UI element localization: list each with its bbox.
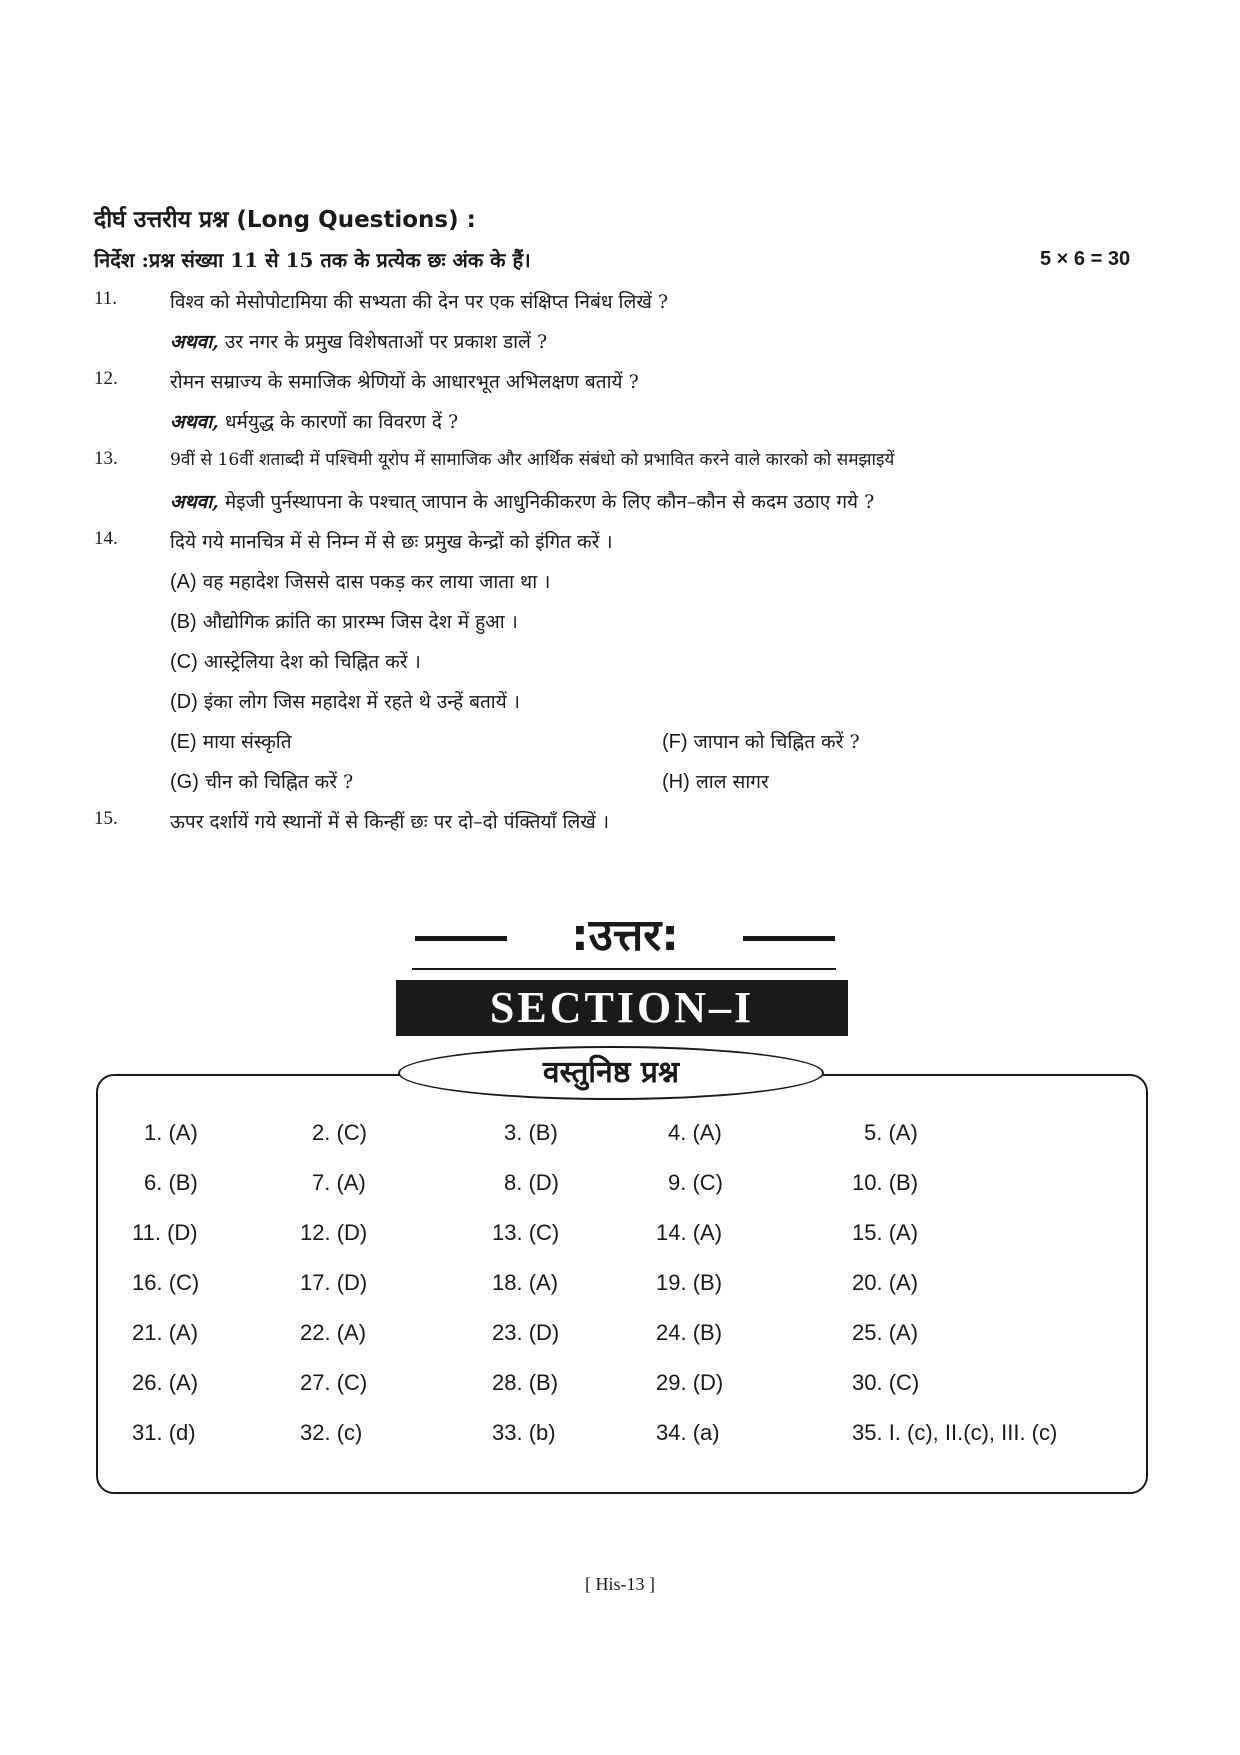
map-item: (A) वह महादेश जिससे दास पकड़ कर लाया जाता था । (170, 571, 551, 593)
question-or-line (170, 328, 547, 354)
map-item: (F) जापान को चिह्नित करें ? (662, 731, 860, 753)
question-or-line (170, 488, 874, 514)
answer-item: 16. (C) (132, 1270, 200, 1295)
answer-item: 6. (B) (144, 1170, 198, 1195)
answer-item: 10. (B) (852, 1170, 919, 1195)
answer-item: 4. (A) (668, 1120, 722, 1145)
map-item: (B) औद्योगिक क्रांति का प्रारम्भ जिस देश में हुआ । (170, 611, 518, 633)
answer-item: 27. (C) (300, 1370, 368, 1395)
answer-item: 31. (d) (132, 1420, 196, 1445)
map-item: (D) इंका लोग जिस महादेश में रहते थे उन्हें बतायें । (170, 691, 520, 713)
map-item: (H) लाल सागर (662, 771, 769, 793)
answer-item: 25. (A) (852, 1320, 919, 1345)
or-text: धर्मयुद्ध के कारणों का विवरण दें ? (224, 411, 459, 433)
long-questions-heading: दीर्घ उत्तरीय प्रश्न (Long Questions) : (94, 207, 476, 233)
directive-text: निर्देश :प्रश्न संख्या 11 से 15 तक के प्रत्येक छः अंक के हैं। (94, 248, 531, 272)
answer-item: 3. (B) (504, 1120, 558, 1145)
map-item: (C) आस्ट्रेलिया देश को चिह्नित करें । (170, 651, 421, 673)
answer-item: 22. (A) (300, 1320, 367, 1345)
page-footer: [ His-13 ] (585, 1574, 655, 1594)
answer-item: 14. (A) (656, 1220, 723, 1245)
answer-item: 1. (A) (144, 1120, 198, 1145)
answer-item: 26. (A) (132, 1370, 199, 1395)
answer-item: 30. (C) (852, 1370, 920, 1395)
answer-item: 15. (A) (852, 1220, 919, 1245)
question-number: 15. (94, 808, 118, 829)
answer-item: 9. (C) (668, 1170, 723, 1195)
question-number: 13. (94, 448, 118, 469)
answer-item: 34. (a) (656, 1420, 720, 1445)
question-text: विश्व को मेसोपोटामिया की सभ्यता की देन पर एक संक्षिप्त निबंध लिखें ? (170, 291, 669, 313)
answer-item: 19. (B) (656, 1270, 723, 1295)
or-label: अथवा, (170, 491, 219, 513)
map-item: (G) चीन को चिह्नित करें ? (170, 771, 354, 793)
answer-item: 24. (B) (656, 1320, 723, 1345)
answer-item: 28. (B) (492, 1370, 559, 1395)
answer-title-text: :उत्तर: (571, 910, 679, 961)
question-text: दिये गये मानचित्र में से निम्न में से छः प्रमुख केन्द्रों को इंगित करें । (170, 531, 613, 553)
answer-item: 18. (A) (492, 1270, 559, 1295)
question-text: 9वीं से 16वीं शताब्दी में पश्चिमी यूरोप में सामाजिक और आर्थिक संबंधो को प्रभावित करने वाले कारको को समझाइयें (170, 450, 895, 470)
answer-item: 32. (c) (300, 1420, 363, 1445)
question-or-line (170, 408, 458, 434)
answer-item: 5. (A) (864, 1120, 918, 1145)
answer-item: 21. (A) (132, 1320, 199, 1345)
or-text: उर नगर के प्रमुख विशेषताओं पर प्रकाश डालें ? (224, 331, 548, 353)
answer-item: 2. (C) (312, 1120, 367, 1145)
question-text: ऊपर दर्शायें गये स्थानों में से किन्हीं छः पर दो–दो पंक्तियाँ लिखें । (170, 811, 610, 833)
answer-item: 12. (D) (300, 1220, 368, 1245)
answer-item: 35. I. (c), II.(c), III. (c) (852, 1420, 1058, 1445)
question-number: 12. (94, 368, 118, 389)
answer-item: 8. (D) (504, 1170, 559, 1195)
objective-questions-label: वस्तुनिष्ठ प्रश्न (398, 1046, 824, 1100)
section-label: SECTION–I (396, 980, 848, 1036)
answer-item: 23. (D) (492, 1320, 560, 1345)
question-number: 14. (94, 528, 118, 549)
marks-formula: 5 × 6 = 30 (1040, 248, 1131, 270)
question-number: 11. (94, 288, 118, 309)
or-text: मेइजी पुर्नस्थापना के पश्चात् जापान के आधुनिकीकरण के लिए कौन–कौन से कदम उठाए गये ? (224, 491, 875, 513)
answer-item: 20. (A) (852, 1270, 919, 1295)
answer-item: 13. (C) (492, 1220, 560, 1245)
question-text: रोमन सम्राज्य के समाजिक श्रेणियों के आधारभूत अभिलक्षण बतायें ? (170, 371, 639, 393)
answer-title (415, 908, 835, 964)
answer-item: 17. (D) (300, 1270, 368, 1295)
answer-item: 11. (D) (132, 1220, 198, 1245)
answer-item: 33. (b) (492, 1420, 556, 1445)
map-item: (E) माया संस्कृति (170, 731, 292, 753)
answer-item: 29. (D) (656, 1370, 724, 1395)
or-label: अथवा, (170, 331, 219, 353)
or-label: अथवा, (170, 411, 219, 433)
title-underline (412, 968, 836, 970)
title-dash-left (415, 936, 507, 941)
answer-item: 7. (A) (312, 1170, 366, 1195)
title-dash-right (743, 936, 835, 941)
